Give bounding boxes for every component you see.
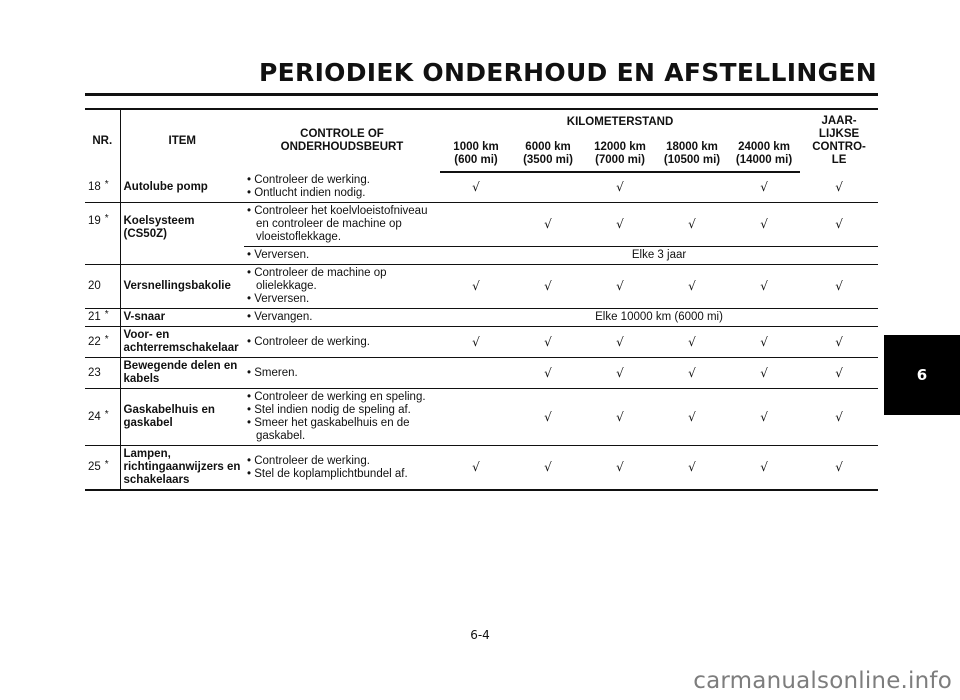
table-row bbox=[85, 389, 878, 446]
check-mark: √ bbox=[835, 365, 843, 380]
check-mark: √ bbox=[835, 460, 843, 474]
header-controle: CONTROLE OF ONDERHOUDSBEURT bbox=[280, 128, 404, 153]
check-mark: √ bbox=[544, 409, 552, 424]
check-mark: √ bbox=[472, 180, 480, 194]
check-mark: √ bbox=[616, 460, 624, 474]
action-text: • Smeren. bbox=[247, 366, 298, 379]
action-cell bbox=[244, 309, 440, 327]
row-number-value: 18 bbox=[88, 180, 101, 193]
maintenance-table bbox=[85, 108, 878, 491]
page-number: 6-4 bbox=[470, 628, 490, 642]
action-cell bbox=[244, 265, 440, 309]
check-mark: √ bbox=[616, 409, 624, 424]
check-mark: √ bbox=[760, 334, 768, 349]
row-number bbox=[85, 172, 120, 203]
check-mark: √ bbox=[544, 460, 552, 474]
watermark: carmanualsonline.info bbox=[693, 668, 952, 694]
check-mark: √ bbox=[760, 180, 768, 194]
table-row bbox=[85, 446, 878, 491]
row-number-value: 21 bbox=[88, 311, 101, 323]
star-marker: * bbox=[104, 333, 109, 345]
check-mark: √ bbox=[616, 217, 624, 231]
row-number-value: 19 bbox=[88, 215, 101, 227]
check-mark bbox=[656, 172, 728, 203]
check-mark: √ bbox=[835, 179, 843, 194]
check-mark: √ bbox=[688, 365, 696, 380]
check-mark: √ bbox=[760, 365, 768, 380]
action-cell bbox=[244, 247, 440, 265]
check-mark: √ bbox=[688, 279, 696, 293]
check-mark: √ bbox=[835, 279, 843, 293]
header-interval: 18000 km (10500 mi) bbox=[656, 137, 728, 172]
header-interval: 12000 km (7000 mi) bbox=[584, 137, 656, 172]
action-text: • Verversen. bbox=[247, 249, 310, 261]
header-interval: 1000 km (600 mi) bbox=[440, 137, 512, 172]
row-number bbox=[85, 358, 120, 389]
row-number-value: 20 bbox=[88, 280, 101, 292]
row-number-value: 25 bbox=[88, 461, 101, 473]
star-marker: * bbox=[104, 408, 109, 420]
row-number bbox=[85, 327, 120, 358]
check-mark: √ bbox=[688, 217, 696, 231]
check-mark bbox=[440, 358, 512, 389]
check-mark: √ bbox=[688, 409, 696, 424]
action-cell bbox=[244, 358, 440, 389]
check-mark: √ bbox=[760, 217, 768, 231]
check-mark: √ bbox=[544, 365, 552, 380]
table-row bbox=[85, 172, 878, 203]
header-kilometerstand: KILOMETERSTAND bbox=[566, 116, 674, 128]
item-name: V-snaar bbox=[123, 311, 166, 323]
row-number-value: 24 bbox=[88, 410, 101, 423]
check-mark: √ bbox=[616, 334, 624, 349]
star-marker: * bbox=[104, 178, 109, 190]
star-marker: * bbox=[104, 213, 109, 224]
action-text: • Controleer de werking. bbox=[247, 174, 370, 186]
check-mark: √ bbox=[544, 279, 552, 293]
action-text: • Controleer het koelvloeistofniveau en controleer de machine op vloeistoflekkage. bbox=[247, 205, 428, 243]
check-mark: √ bbox=[544, 217, 552, 231]
row-number-value: 22 bbox=[88, 335, 101, 348]
table-row bbox=[85, 309, 878, 327]
row-number bbox=[85, 309, 120, 327]
item-name: Gaskabelhuis en gaskabel bbox=[123, 404, 215, 429]
action-cell bbox=[244, 327, 440, 358]
check-mark: √ bbox=[760, 409, 768, 424]
check-mark: √ bbox=[835, 409, 843, 424]
action-text: • Verversen. bbox=[247, 293, 310, 305]
header-nr: NR. bbox=[85, 109, 120, 172]
header-jaarlijkse: JAAR- LIJKSE CONTRO- LE bbox=[812, 115, 866, 166]
check-mark: √ bbox=[688, 460, 696, 474]
row-number bbox=[85, 203, 120, 265]
interval-note: Elke 3 jaar bbox=[631, 249, 687, 261]
check-mark: √ bbox=[835, 217, 843, 231]
action-cell bbox=[244, 389, 440, 446]
item-name: Bewegende delen en kabels bbox=[123, 360, 238, 385]
table-row bbox=[85, 203, 878, 247]
check-mark: √ bbox=[472, 460, 480, 474]
table-row bbox=[85, 327, 878, 358]
action-text: • Controleer de machine op olielekkage. bbox=[247, 267, 387, 292]
row-number-value: 23 bbox=[88, 366, 101, 379]
action-text: • Stel de koplamplichtbundel af. bbox=[247, 467, 408, 480]
interval-note: Elke 10000 km (6000 mi) bbox=[595, 311, 723, 323]
item-name: Lampen, richtingaanwijzers en schakelaars bbox=[123, 448, 241, 486]
check-mark bbox=[440, 389, 512, 446]
table-row bbox=[85, 358, 878, 389]
check-mark: √ bbox=[616, 180, 624, 194]
table-row bbox=[85, 265, 878, 309]
row-number bbox=[85, 389, 120, 446]
check-mark: √ bbox=[616, 365, 624, 380]
action-cell bbox=[244, 446, 440, 491]
check-mark: √ bbox=[688, 334, 696, 349]
check-mark bbox=[512, 172, 584, 203]
action-text: • Smeer het gaskabelhuis en de gaskabel. bbox=[247, 417, 410, 442]
check-mark: √ bbox=[835, 334, 843, 349]
page-title: PERIODIEK ONDERHOUD EN AFSTELLINGEN bbox=[259, 58, 877, 87]
header-interval: 6000 km (3500 mi) bbox=[512, 137, 584, 172]
item-name: Versnellingsbakolie bbox=[123, 280, 231, 292]
action-text: • Controleer de werking. bbox=[247, 454, 370, 467]
item-name: Autolube pomp bbox=[123, 180, 208, 193]
check-mark: √ bbox=[472, 279, 480, 293]
action-text: • Controleer de werking. bbox=[247, 335, 370, 348]
action-text: • Ontlucht indien nodig. bbox=[247, 187, 366, 199]
check-mark: √ bbox=[616, 279, 624, 293]
check-mark: √ bbox=[760, 460, 768, 474]
row-number bbox=[85, 446, 120, 491]
chapter-tab[interactable]: 6 bbox=[884, 335, 960, 415]
item-name: Voor- en achterremschakelaar bbox=[123, 329, 239, 354]
check-mark: √ bbox=[472, 334, 480, 349]
check-mark bbox=[440, 203, 512, 247]
check-mark: √ bbox=[760, 279, 768, 293]
action-text: • Controleer de werking en speling. bbox=[247, 391, 426, 403]
title-rule bbox=[85, 93, 878, 96]
header-item: ITEM bbox=[168, 134, 196, 147]
action-cell bbox=[244, 203, 440, 247]
star-marker: * bbox=[104, 459, 109, 470]
action-cell bbox=[244, 172, 440, 203]
row-number bbox=[85, 265, 120, 309]
action-text: • Stel indien nodig de speling af. bbox=[247, 404, 411, 416]
star-marker: * bbox=[104, 309, 109, 320]
check-mark: √ bbox=[544, 334, 552, 349]
item-name: Koelsysteem (CS50Z) bbox=[120, 203, 244, 265]
header-interval: 24000 km (14000 mi) bbox=[728, 137, 800, 172]
action-text: • Vervangen. bbox=[247, 311, 313, 323]
